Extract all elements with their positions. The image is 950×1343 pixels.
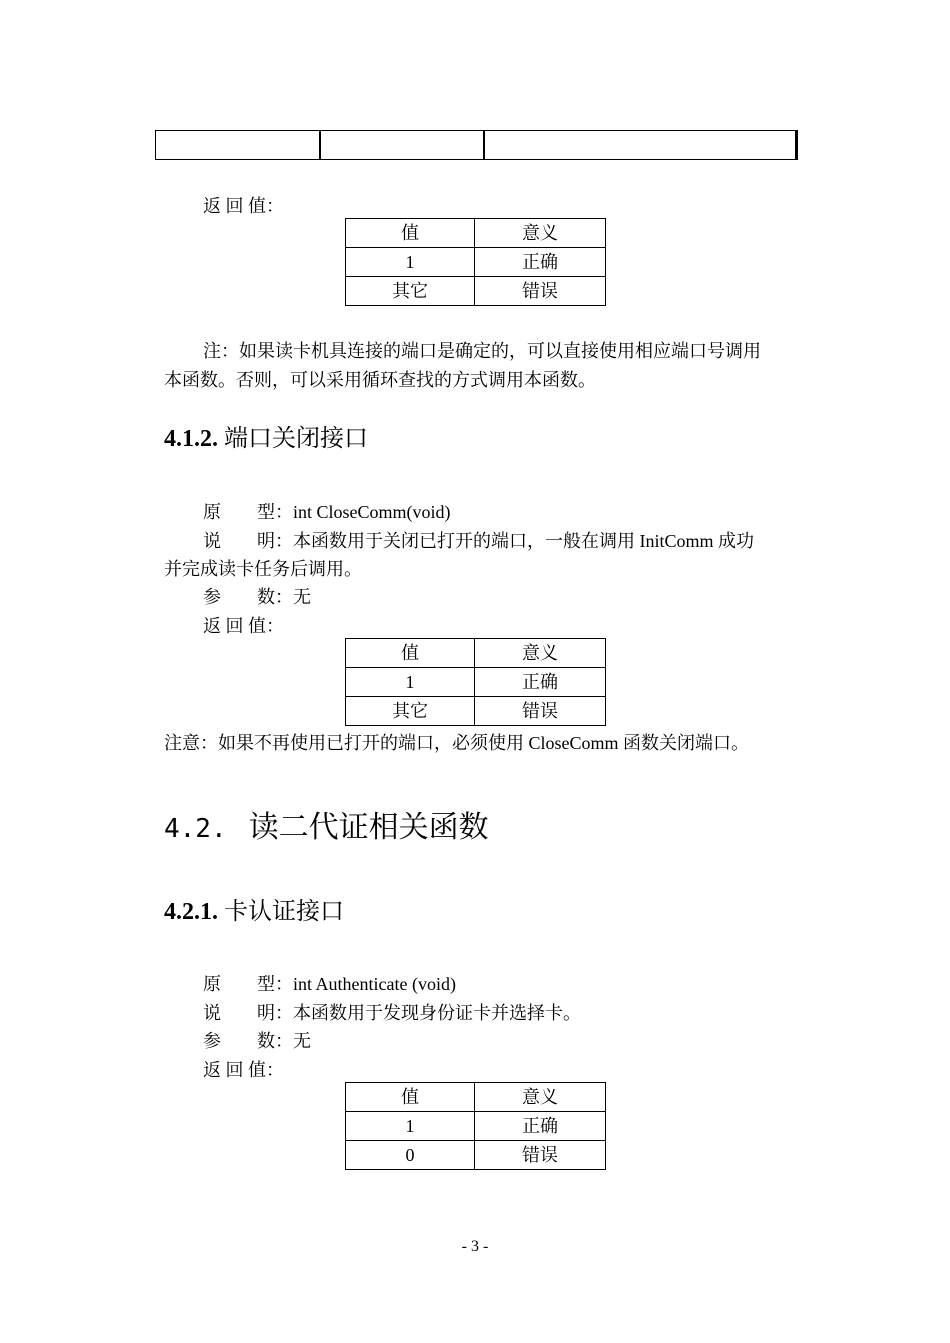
top-table-divider-1: [319, 131, 321, 159]
top-table-right-double-border: [796, 130, 798, 160]
heading-421: [164, 897, 344, 927]
param-412: [203, 585, 311, 609]
table-cell: 错误: [475, 1141, 606, 1170]
table-header-value: 值: [346, 219, 475, 248]
heading-412: [164, 424, 368, 454]
proto-412: [203, 500, 451, 524]
table-header-row: [346, 1083, 606, 1112]
note-412: 注意：如果不再使用已打开的端口，必须使用 CloseComm 函数关闭端口。: [164, 733, 750, 753]
desc-value: 本函数用于发现身份证卡并选择卡。: [293, 1003, 581, 1023]
return-table-412: [345, 638, 606, 726]
table-row: [346, 248, 606, 277]
table-cell: 1: [346, 248, 475, 277]
desc-421: [203, 1001, 581, 1025]
table-header-row: [346, 219, 606, 248]
note-411-line2: 本函数。否则，可以采用循环查找的方式调用本函数。: [164, 370, 596, 390]
top-table-fragment: [155, 130, 796, 160]
heading-412-title: 端口关闭接口: [224, 426, 368, 452]
table-cell: 其它: [346, 697, 475, 726]
table-header-meaning: 意义: [475, 1083, 606, 1112]
table-header-row: [346, 639, 606, 668]
heading-42-title: 读二代证相关函数: [248, 811, 489, 844]
table-cell: 1: [346, 668, 475, 697]
table-header-value: 值: [346, 1083, 475, 1112]
table-row: [346, 668, 606, 697]
heading-421-number: 4.2.1.: [164, 899, 218, 925]
return-label-421: 返 回 值：: [203, 1060, 284, 1080]
param-value: 无: [293, 1031, 311, 1051]
return-label-412: 返 回 值：: [203, 616, 284, 636]
note-411-line1: 注：如果读卡机具连接的端口是确定的，可以直接使用相应端口号调用: [203, 341, 761, 361]
table-row: [346, 1141, 606, 1170]
heading-421-title: 卡认证接口: [224, 899, 344, 925]
param-421: [203, 1029, 311, 1053]
proto-value: int Authenticate (void): [293, 974, 456, 994]
table-cell: 其它: [346, 277, 475, 306]
return-label-411: 返 回 值：: [203, 196, 284, 216]
proto-label: 原 型：: [203, 974, 293, 994]
top-table-divider-2: [483, 131, 485, 159]
heading-42-number: 4.2.: [164, 814, 227, 844]
table-header-meaning: 意义: [475, 219, 606, 248]
table-row: [346, 277, 606, 306]
table-header-meaning: 意义: [475, 639, 606, 668]
return-table-411: [345, 218, 606, 306]
table-row: [346, 1112, 606, 1141]
heading-42: [164, 810, 489, 847]
desc-value: 本函数用于关闭已打开的端口，一般在调用 InitComm 成功: [293, 531, 755, 551]
desc-label: 说 明：: [203, 1003, 293, 1023]
proto-label: 原 型：: [203, 502, 293, 522]
table-cell: 正确: [475, 668, 606, 697]
param-label: 参 数：: [203, 587, 293, 607]
table-cell: 错误: [475, 697, 606, 726]
desc-412-line1: [203, 529, 754, 553]
heading-412-number: 4.1.2.: [164, 426, 218, 452]
table-row: [346, 697, 606, 726]
param-value: 无: [293, 587, 311, 607]
desc-label: 说 明：: [203, 531, 293, 551]
table-cell: 正确: [475, 1112, 606, 1141]
table-cell: 正确: [475, 248, 606, 277]
page-number: - 3 -: [461, 1238, 489, 1255]
proto-421: [203, 972, 456, 996]
table-cell: 0: [346, 1141, 475, 1170]
table-header-value: 值: [346, 639, 475, 668]
return-table-421: [345, 1082, 606, 1170]
table-cell: 1: [346, 1112, 475, 1141]
proto-value: int CloseComm(void): [293, 502, 451, 522]
param-label: 参 数：: [203, 1031, 293, 1051]
desc-412-line2: 并完成读卡任务后调用。: [164, 559, 362, 579]
table-cell: 错误: [475, 277, 606, 306]
